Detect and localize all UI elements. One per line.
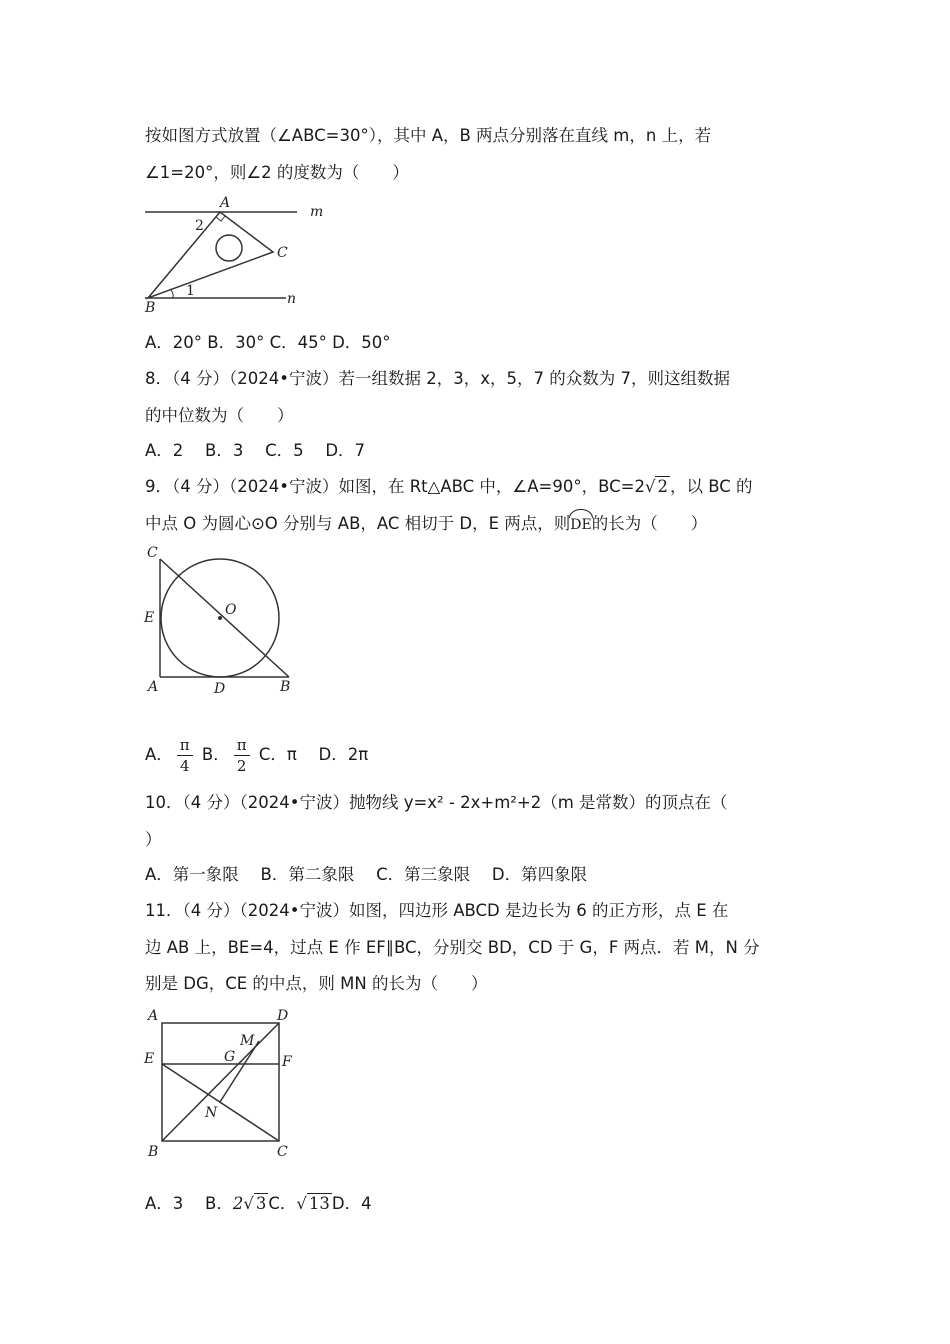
q11-option-c-label: C．: [268, 1194, 297, 1213]
two-sqrt-3: 2√ 3: [232, 1194, 267, 1213]
right-angle-mark: [216, 216, 225, 221]
q9-line1-start: 9．（4 分）（2024•宁波）如图，在 Rt△ABC 中，∠A=90°，BC=2: [145, 477, 645, 496]
label-G: G: [224, 1049, 236, 1065]
q8-text-line-1: 8．（4 分）（2024•宁波）若一组数据 2，3，x，5，7 的众数为 7，则这组数据: [145, 369, 730, 388]
label-E: E: [144, 610, 155, 626]
q9-line1-end: ，以 BC 的: [669, 477, 753, 496]
label-N: N: [205, 1105, 218, 1121]
q7-text-line-1: 按如图方式放置（∠ABC=30°），其中 A，B 两点分别落在直线 m，n 上，若: [145, 126, 712, 145]
label-A: A: [148, 1008, 159, 1024]
label-F: F: [282, 1054, 292, 1070]
q9-text-line-1: [145, 475, 753, 499]
triangle-hole-circle: [216, 235, 242, 261]
label-B: B: [148, 1144, 159, 1160]
q7-figure: [140, 194, 340, 318]
q10-options: A．第一象限 B．第二象限 C．第三象限 D．第四象限: [145, 865, 588, 884]
sqrt-13: √ 13: [296, 1194, 330, 1213]
segment-ce: [162, 1064, 279, 1141]
q9-figure: [140, 542, 300, 696]
q10-text-line-2: ）: [145, 830, 162, 849]
label-E: E: [144, 1051, 155, 1067]
q9-text-line-2: [145, 512, 707, 537]
fraction-pi-over-4: $\frac{\pi}{4}$: [177, 735, 193, 776]
label-C: C: [147, 545, 158, 561]
fraction-pi-over-2: $\frac{\pi}{2}$: [234, 735, 250, 776]
label-angle-2: 2: [195, 218, 204, 234]
side-cb: [160, 559, 289, 677]
q9-line2-start: 中点 O 为圆心⊙O 分别与 AB，AC 相切于 D，E 两点，则: [145, 514, 571, 533]
q10-text-line-1: 10．（4 分）（2024•宁波）抛物线 y=x² ‑ 2x+m²+2（m 是常数）的顶点在（: [145, 793, 728, 812]
label-C: C: [277, 1144, 288, 1160]
label-D: D: [214, 681, 226, 696]
arc-de: DE: [570, 513, 591, 537]
center-o-dot: [218, 616, 222, 620]
q7-options: A．20° B．30° C．45° D．50°: [145, 333, 391, 352]
label-B: B: [145, 300, 156, 316]
label-O: O: [225, 602, 237, 618]
label-angle-1: 1: [186, 283, 195, 299]
label-m: m: [310, 204, 324, 220]
q11-option-d: D．4: [331, 1194, 372, 1213]
q9-option-a-label: A．: [145, 745, 173, 764]
label-B: B: [280, 679, 291, 695]
q11-text-line-1: 11．（4 分）（2024•宁波）如图，四边形 ABCD 是边长为 6 的正方形，点 E 在: [145, 901, 729, 920]
q7-text-line-2: ∠1=20°，则∠2 的度数为（ ）: [145, 163, 409, 182]
q9-option-cd: C．π D．2π: [258, 745, 369, 764]
q11-figure: [140, 1004, 300, 1162]
q8-text-line-2: 的中位数为（ ）: [145, 406, 294, 425]
q11-text-line-3: 别是 DG，CE 的中点，则 MN 的长为（ ）: [145, 974, 488, 993]
diagonal-bd: [162, 1023, 279, 1141]
sqrt-2: √ 2: [644, 477, 668, 496]
q9-option-b-label: B．: [201, 745, 230, 764]
label-C: C: [277, 245, 288, 261]
q11-option-a-b-label: A．3 B．: [145, 1194, 233, 1213]
label-M: M: [240, 1033, 255, 1049]
q9-line2-end: 的长为（ ）: [591, 514, 708, 533]
q11-text-line-2: 边 AB 上，BE=4，过点 E 作 EF∥BC，分别交 BD，CD 于 G，F 两点．若 M，N 分: [145, 938, 760, 957]
q8-options: A．2 B．3 C．5 D．7: [145, 441, 366, 460]
label-n: n: [287, 291, 297, 307]
label-D: D: [277, 1008, 289, 1024]
label-A: A: [220, 195, 231, 211]
q9-options: [145, 733, 368, 777]
q11-options: [145, 1192, 372, 1216]
triangle-abc: [148, 212, 273, 298]
label-A: A: [148, 679, 159, 695]
